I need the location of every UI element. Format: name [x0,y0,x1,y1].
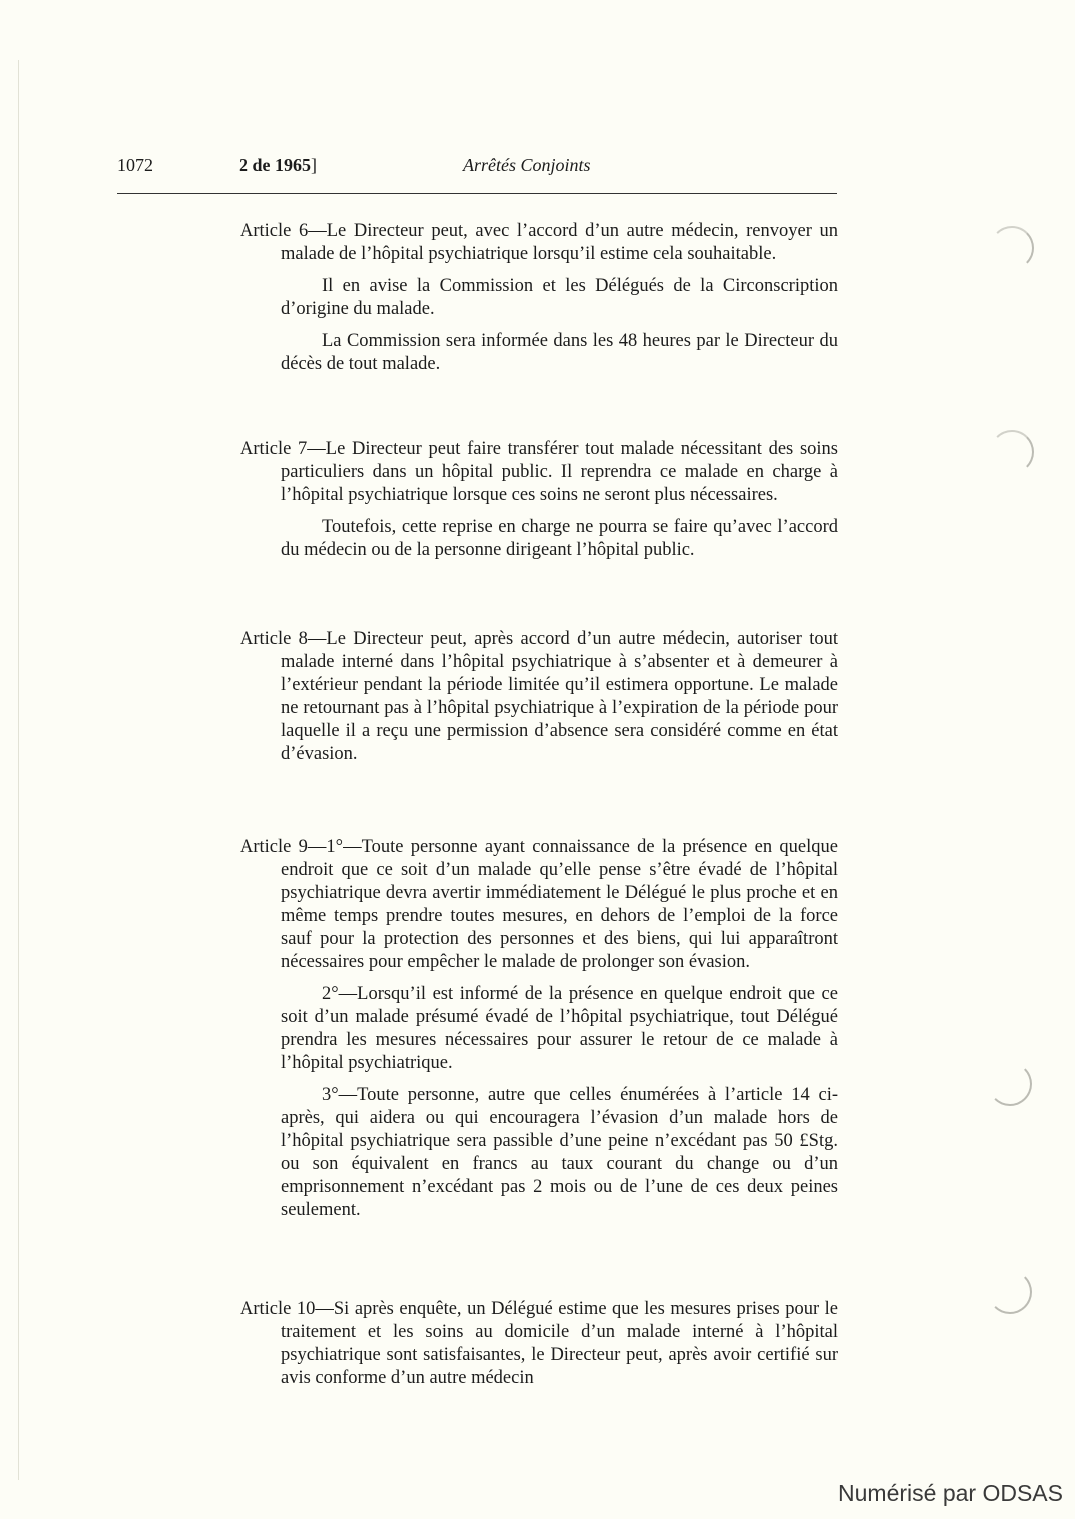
article-8-paragraph-1: Article 8—Le Directeur peut, après accord d’un autre médecin, autoriser tout malade interné dans l’hôpital psychiatrique à s’absenter et à demeurer à l’extérieur pendant la période limitée qu’il estimera opportune. Le malade ne retournant pas à l’hôpital psychiatrique à l’expiration de la période pour laquelle il a reçu une permission d’absence sera considéré comme en état d’évasion. [240,629,838,764]
page-number: 1072 [117,155,153,175]
article-7 [240,438,838,562]
article-9-paragraph-3: 3°—Toute personne, autre que celles énumérées à l’article 14 ci-après, qui aidera ou qui encouragera l’évasion d’un malade hors de l’hôpital psychiatrique sera passible d’une peine n’excédant pas 50 £Stg. ou son équivalent en francs au taux courant du change ou d’un emprisonnement n’excédant pas 2 mois ou de l’une de ces deux peines seulement. [281,1085,838,1220]
act-bracket: ] [311,155,317,175]
article-7-paragraph-1: Article 7—Le Directeur peut faire transférer tout malade nécessitant des soins particuliers dans un hôpital public. Il reprendra ce malade en charge à l’hôpital psychiatrique lorsque ces soins ne seront plus nécessaires. [240,439,838,505]
running-header [117,155,837,179]
article-10-paragraph-1: Article 10—Si après enquête, un Délégué estime que les mesures prises pour le traitement et les soins au domicile d’un malade interné à l’hôpital psychiatrique sont satisfaisantes, le Directeur peut, après avoir certifié sur avis conforme d’un autre médecin [240,1299,838,1388]
article-6-paragraph-2: Il en avise la Commission et les Délégués de la Circonscription d’origine du malade. [281,276,838,319]
header-rule [117,193,837,194]
punch-hole-1 [990,226,1034,270]
article-10 [240,1298,838,1390]
punch-hole-4 [988,1270,1032,1314]
act-number: 2 de 1965 [239,155,311,175]
page-edge [18,60,19,1480]
act-reference [239,155,317,176]
digitization-watermark: Numérisé par ODSAS [838,1480,1063,1506]
article-8 [240,628,838,766]
article-7-paragraph-2: Toutefois, cette reprise en charge ne pourra se faire qu’avec l’accord du médecin ou de la personne dirigeant l’hôpital public. [281,517,838,560]
punch-hole-2 [990,430,1034,474]
punch-hole-3 [988,1062,1032,1106]
article-6-paragraph-3: La Commission sera informée dans les 48 heures par le Directeur du décès de tout malade. [281,331,838,374]
article-9-paragraph-1: Article 9—1°—Toute personne ayant connaissance de la présence en quelque endroit que ce soit d’un malade qu’elle pense s’être évadé de l’hôpital psychiatrique devra avertir immédiatement le Délégué le plus proche et en même temps prendre toutes mesures, en dehors de l’emploi de la force sauf pour la protection des personnes et des biens, qui lui apparaîtront nécessaires pour empêcher le malade de prolonger son évasion. [240,837,838,972]
article-9-paragraph-2: 2°—Lorsqu’il est informé de la présence en quelque endroit que ce soit d’un malade présumé évadé de l’hôpital psychiatrique, tout Délégué prendra les mesures nécessaires pour assurer le retour de ce malade à l’hôpital psychiatrique. [281,984,838,1073]
running-title: Arrêtés Conjoints [463,155,591,175]
article-9 [240,836,838,1222]
article-6 [240,220,838,376]
article-6-paragraph-1: Article 6—Le Directeur peut, avec l’accord d’un autre médecin, renvoyer un malade de l’hôpital psychiatrique lorsqu’il estime cela souhaitable. [240,221,838,264]
